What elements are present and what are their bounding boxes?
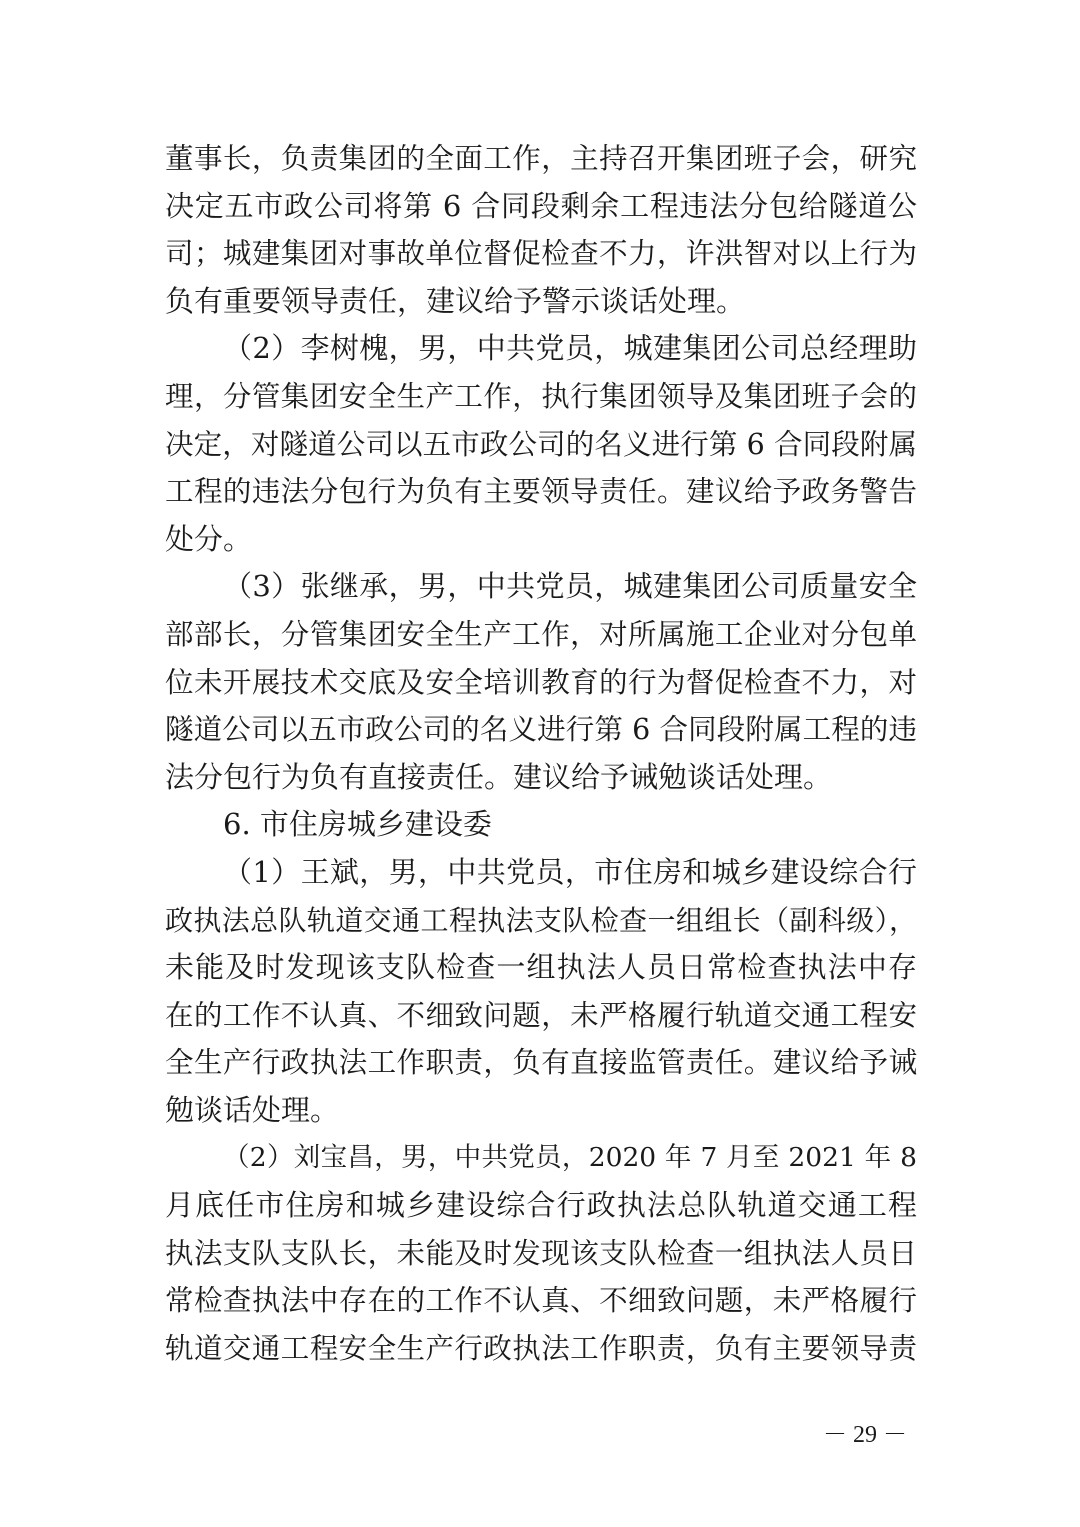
paragraph-start-line: （3）张继承，男，中共党员，城建集团公司质量安全 [223, 569, 917, 604]
text-line: 负有重要领导责任，建议给予警示谈话处理。 [165, 283, 746, 318]
text-line: 未能及时发现该支队检查一组执法人员日常检查执法中存 [165, 950, 917, 985]
text-line: 法分包行为负有直接责任。建议给予诫勉谈话处理。 [165, 759, 833, 794]
text-line: 常检查执法中存在的工作不认真、不细致问题，未严格履行 [165, 1284, 917, 1318]
page-number: － 29 － [823, 1422, 907, 1448]
text-line: 理，分管集团安全生产工作，执行集团领导及集团班子会的 [165, 379, 917, 413]
paragraph-start-line: （1）王斌，男，中共党员，市住房和城乡建设综合行 [223, 854, 917, 889]
text-line: 在的工作不认真、不细致问题，未严格履行轨道交通工程安 [165, 998, 917, 1032]
text-line: 轨道交通工程安全生产行政执法工作职责，负有主要领导责 [165, 1331, 917, 1365]
text-line: 执法支队支队长，未能及时发现该支队检查一组执法人员日 [165, 1236, 917, 1270]
paragraph-start-line: （2）刘宝昌，男，中共党员，2020 年 7 月至 2021 年 8 [223, 1142, 917, 1174]
text-line: 部部长，分管集团安全生产工作，对所属施工企业对分包单 [165, 617, 917, 651]
text-line: 全生产行政执法工作职责，负有直接监管责任。建议给予诫 [165, 1046, 917, 1080]
text-line: 隧道公司以五市政公司的名义进行第 6 合同段附属工程的违 [165, 713, 917, 747]
text-line: 工程的违法分包行为负有主要领导责任。建议给予政务警告 [165, 475, 917, 509]
text-line: 董事长，负责集团的全面工作，主持召开集团班子会，研究 [165, 142, 917, 175]
text-line: 处分。 [165, 521, 253, 556]
text-line: 月底任市住房和城乡建设综合行政执法总队轨道交通工程 [165, 1188, 917, 1223]
text-line: 政执法总队轨道交通工程执法支队检查一组组长（副科级）， [165, 903, 917, 937]
text-line: 决定五市政公司将第 6 合同段剩余工程违法分包给隧道公 [165, 188, 917, 223]
paragraph-start-line: （2）李树槐，男，中共党员，城建集团公司总经理助 [223, 331, 917, 366]
text-line: 勉谈话处理。 [165, 1092, 340, 1127]
section-heading: 6. 市住房城乡建设委 [223, 807, 492, 842]
text-line: 位未开展技术交底及安全培训教育的行为督促检查不力，对 [165, 665, 917, 699]
body-text [165, 135, 917, 1372]
text-line: 决定，对隧道公司以五市政公司的名义进行第 6 合同段附属 [165, 427, 917, 461]
text-line: 司；城建集团对事故单位督促检查不力，许洪智对以上行为 [165, 237, 917, 271]
